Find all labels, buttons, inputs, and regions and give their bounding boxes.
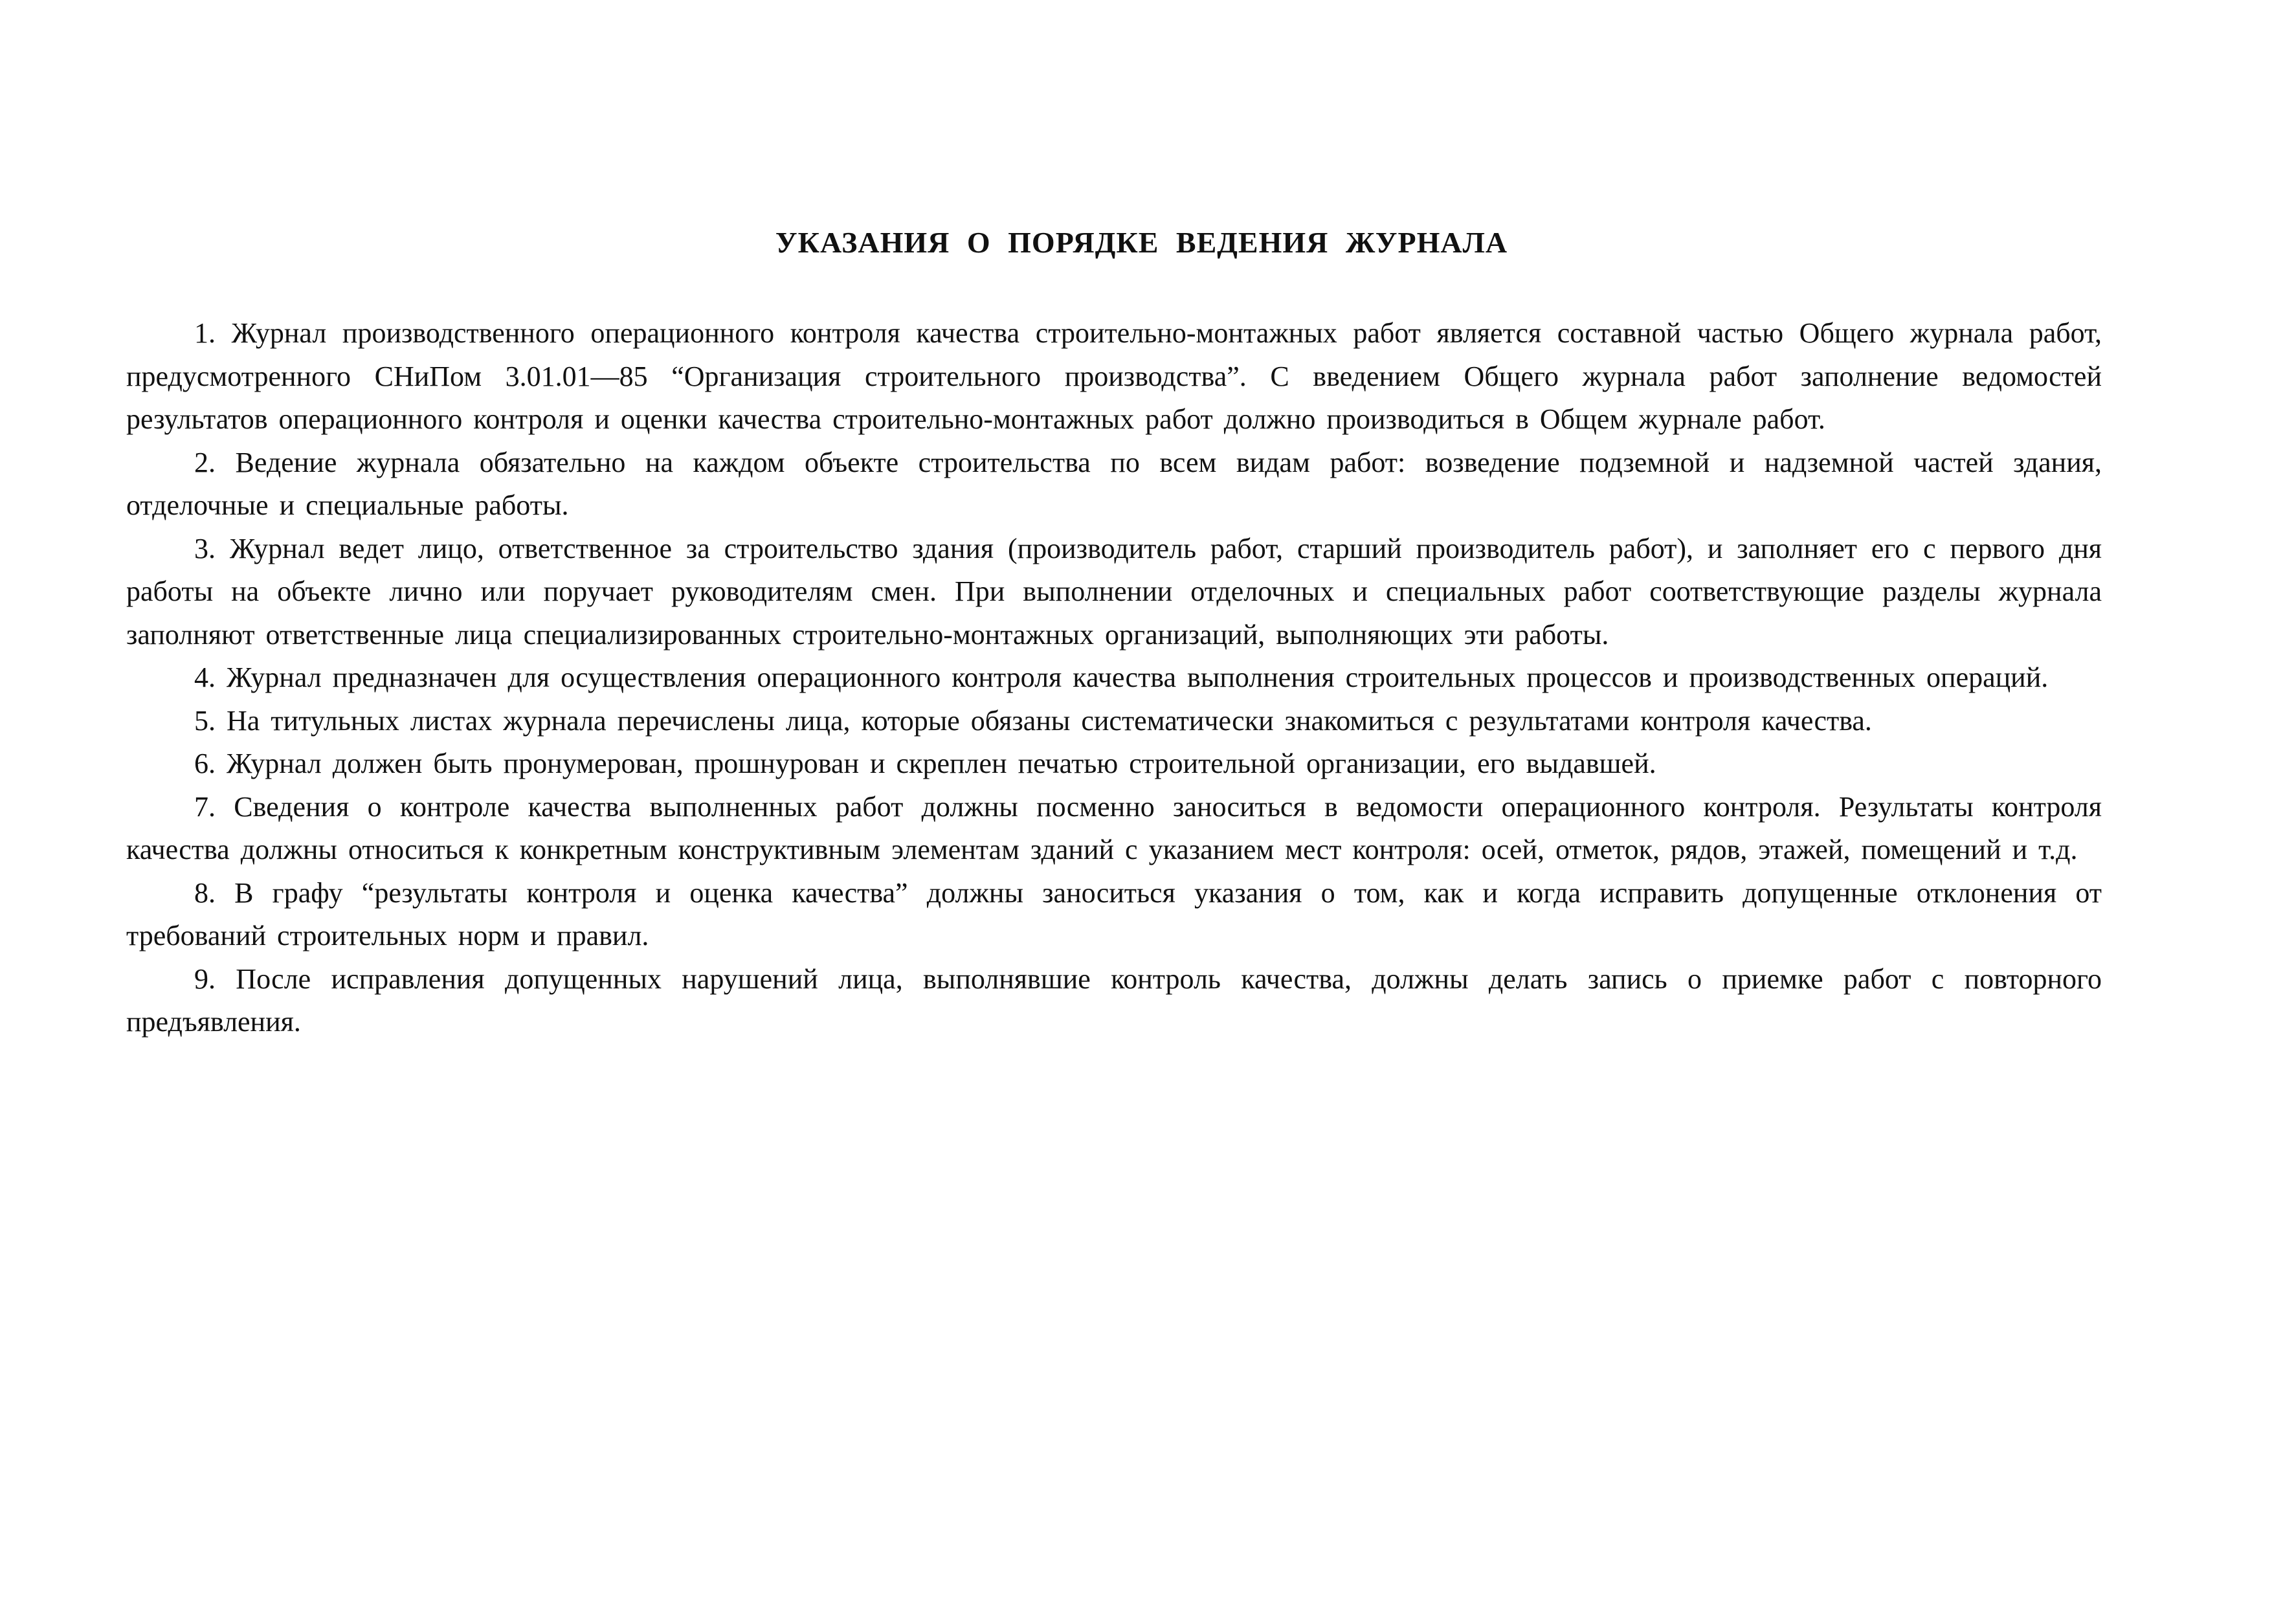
paragraph-6: 6. Журнал должен быть пронумерован, прошнурован и скреплен печатью строительной организации, его выдавшей. xyxy=(194,748,1656,779)
paragraph-1: 1. Журнал производственного операционного контроля качества строительно-монтажных работ является составной частью Общего журнала работ, предусмотренного СНиПом 3.01.01—85 “Организация строительного производства”. С введением Общего журнала работ заполнение ведомостей результатов операционного контроля и оценки качества строительно-монтажных работ должно производиться в Общем журнале работ. xyxy=(126,317,2102,435)
paragraph-2: 2. Ведение журнала обязательно на каждом объекте строительства по всем видам работ: возведение подземной и надземной частей здания, отделочные и специальные работы. xyxy=(126,446,2102,521)
document-body xyxy=(126,312,2102,1044)
paragraph-8: 8. В графу “результаты контроля и оценка качества” должны заноситься указания о том, как и когда исправить допущенные отклонения от требований строительных норм и правил. xyxy=(126,876,2102,951)
paragraph-7: 7. Сведения о контроле качества выполненных работ должны посменно заноситься в ведомости операционного контроля. Результаты контроля качества должны относиться к конкретным конструктивным элементам зданий с указанием мест контроля: осей, отметок, рядов, этажей, помещений и т.д. xyxy=(126,790,2102,865)
paragraph-4: 4. Журнал предназначен для осуществления операционного контроля качества выполнения строительных процессов и производственных операций. xyxy=(194,662,2049,693)
paragraph-5: 5. На титульных листах журнала перечислены лица, которые обязаны систематически знакомиться с результатами контроля качества. xyxy=(194,704,1872,737)
page-title: УКАЗАНИЯ О ПОРЯДКЕ ВЕДЕНИЯ ЖУРНАЛА xyxy=(775,226,1508,259)
paragraph-3: 3. Журнал ведет лицо, ответственное за строительство здания (производитель работ, старший производитель работ), и заполняет его с первого дня работы на объекте лично или поручает руководителям смен. При выполнении отделочных и специальных работ соответствующие разделы журнала заполняют ответственные лица специализированных строительно-монтажных организаций, выполняющих эти работы. xyxy=(126,532,2102,651)
paragraph-9: 9. После исправления допущенных нарушений лица, выполнявшие контроль качества, должны делать запись о приемке работ с повторного предъявления. xyxy=(126,962,2102,1038)
